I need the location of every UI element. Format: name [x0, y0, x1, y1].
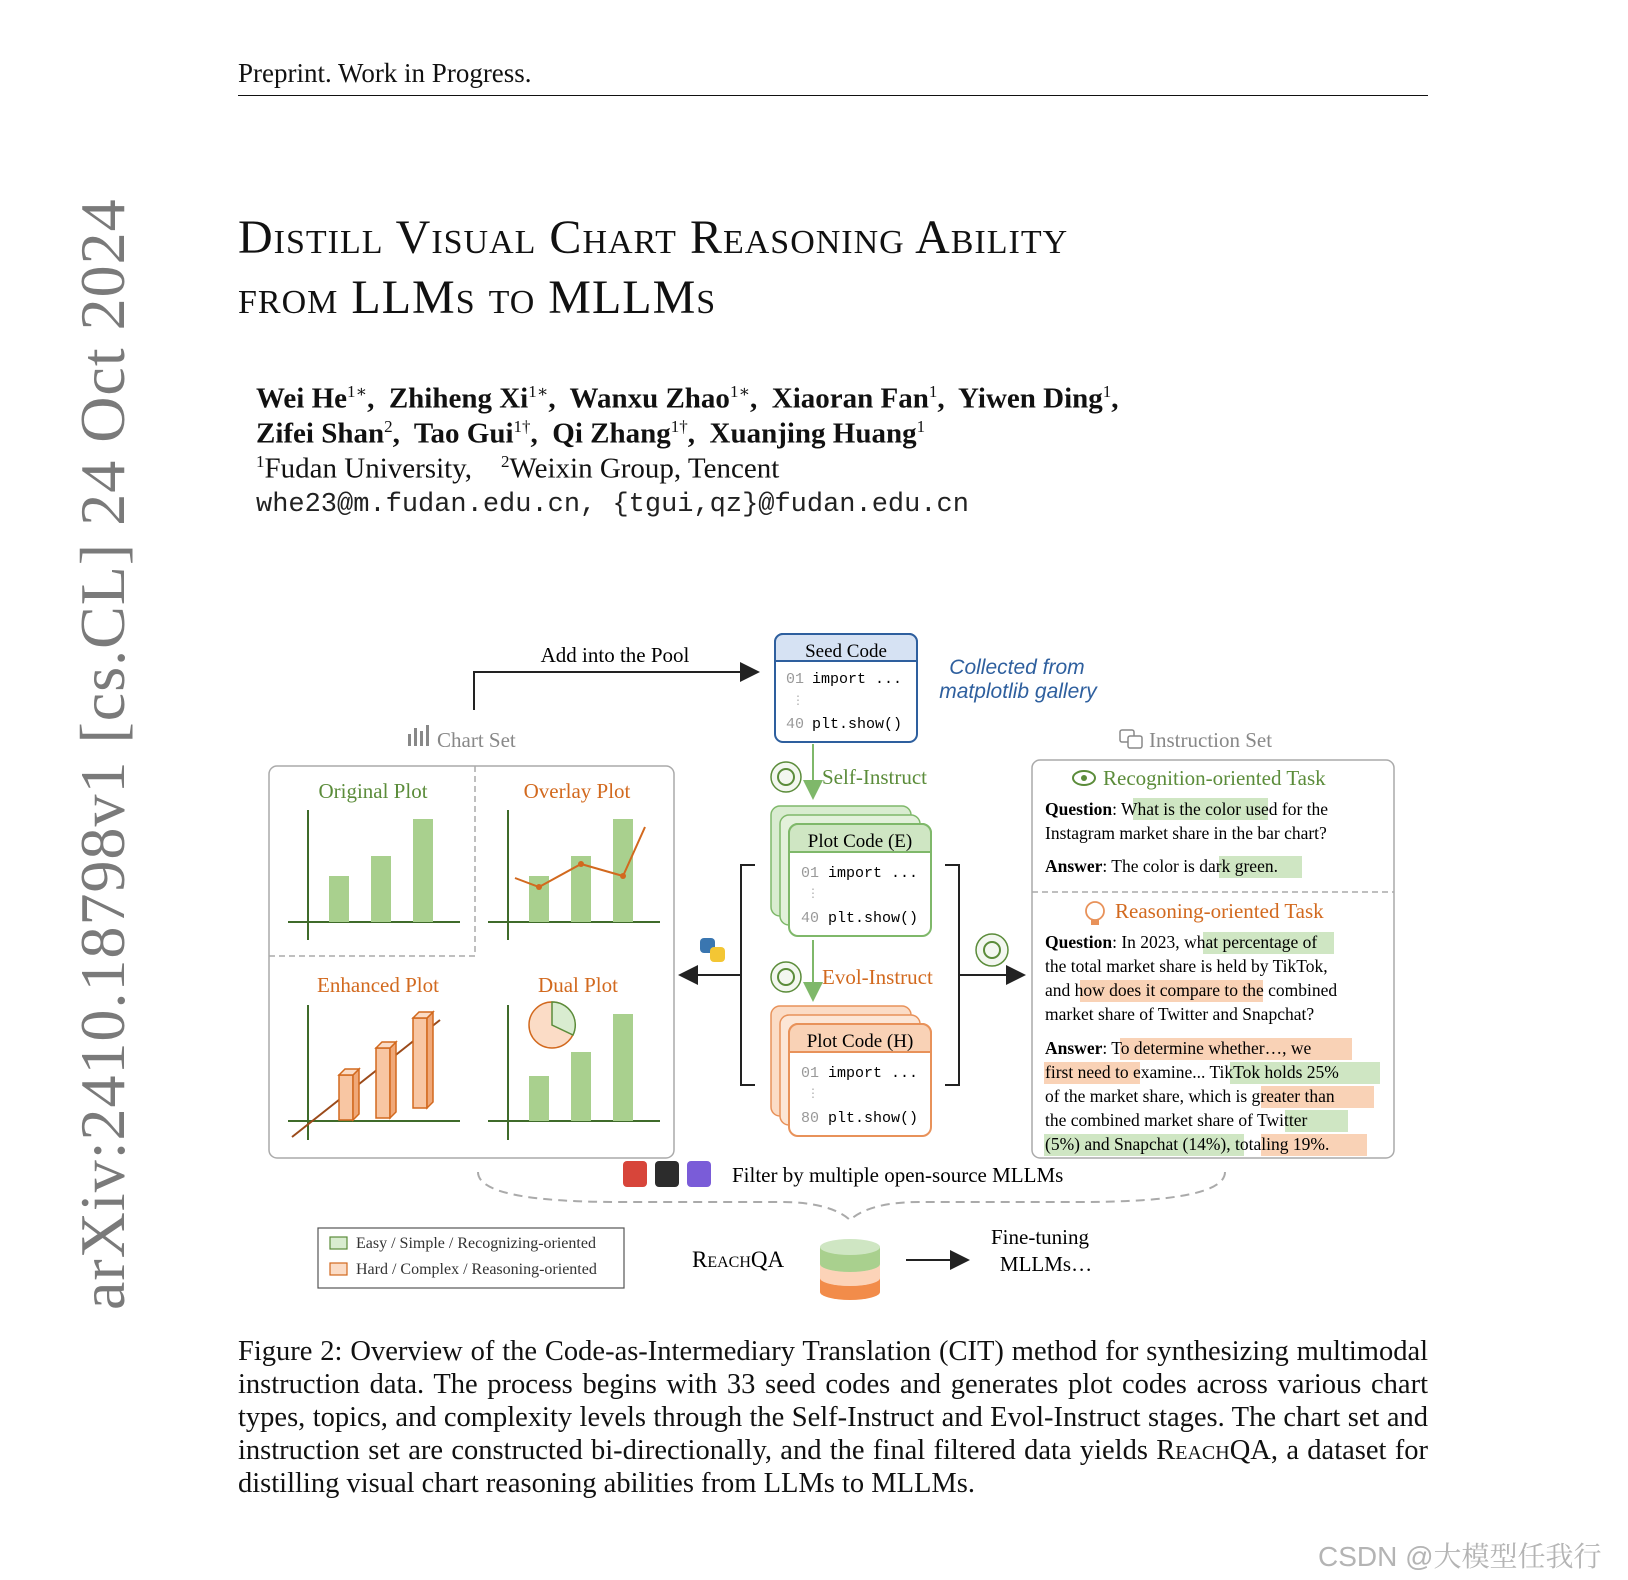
ra2-i: (5%) and Snapchat (14%)	[1045, 1134, 1227, 1154]
self-instruct-label: Self-Instruct	[822, 765, 927, 789]
ra2-g: the combined market share of	[1045, 1110, 1253, 1130]
reachqa-database-icon	[820, 1239, 880, 1300]
legend-easy-label: Easy / Simple / Recognizing-oriented	[356, 1235, 596, 1252]
recognition-question: Question: What is the color used for the	[1045, 799, 1329, 819]
rq2-g: the combined	[1242, 980, 1338, 1000]
figure-caption	[238, 1335, 1428, 1500]
paper-title-line-1: Distill Visual Chart Reasoning Ability	[238, 211, 1069, 264]
header-rule	[238, 95, 1428, 96]
fine-tuning-mllms-label: MLLMs…	[999, 1252, 1093, 1276]
reasoning-question-4: market share of Twitter and Snapchat?	[1045, 1004, 1315, 1024]
legend-hard-label: Hard / Complex / Reasoning-oriented	[356, 1261, 597, 1278]
running-header: Preprint. Work in Progress.	[238, 58, 532, 88]
openai-icon	[771, 962, 801, 992]
code-vdots: ⋮	[792, 694, 804, 708]
code-line-show: plt.show()	[812, 716, 903, 733]
ra2-b: first need to	[1045, 1062, 1129, 1082]
dual-plot-label: Dual Plot	[538, 973, 618, 997]
author-emails: whe23@m.fudan.edu.cn, {tgui,qz}@fudan.edu.cn	[256, 490, 969, 520]
figure-diagram	[0, 620, 1628, 1310]
original-plot-label: Original Plot	[318, 779, 428, 803]
author-sup: 1	[1102, 382, 1112, 401]
add-into-pool-label: Add into the Pool	[540, 643, 690, 667]
reasoning-answer-5	[1045, 1134, 1329, 1154]
question-label: Question	[1045, 799, 1113, 819]
author-sup: 1∗	[347, 382, 368, 401]
author-name: Qi Zhang	[552, 417, 671, 450]
rq2-c: of	[1302, 932, 1318, 952]
affiliation-2: Weixin Group, Tencent	[509, 452, 780, 485]
author-name: Xiaoran Fan	[771, 382, 929, 415]
plot-code-hard-stack	[771, 1006, 931, 1136]
seed-code-title: Seed Code	[805, 641, 887, 662]
seed-code-box	[775, 634, 917, 742]
code-line-number: 40	[786, 716, 805, 733]
author-sup: 1†	[670, 417, 688, 436]
python-icon	[700, 938, 725, 962]
author-name: Xuanjing Huang	[709, 417, 917, 450]
code-line-number: 01	[801, 865, 820, 882]
instruction-set-icon	[1120, 730, 1142, 748]
author-list-line-1: Wei $He^{1∗}$, Zhiheng $Xi^{1∗}$, Wanxu Zhao$^{1∗}$, Xiaoran Fan$^1$, Yiwen Ding$^1$,	[256, 382, 1119, 415]
author-list-line-2: Zifei Shan$^2$, Tao Gui$^{1\dagger}$, Qi Zhang$^{1\dagger}$, Xuanjing Huang$^1$	[256, 417, 926, 450]
chart-set-icon	[408, 725, 429, 746]
ra2-d: TikTok holds 25%	[1209, 1062, 1339, 1082]
author-name: Wei He	[256, 382, 348, 415]
author-name: Tao Gui	[413, 417, 514, 450]
reasoning-answer-4	[1045, 1110, 1308, 1130]
question-label: Question	[1045, 932, 1113, 952]
chart-set-label: Chart Set	[437, 728, 516, 752]
author-sup: 1∗	[528, 382, 549, 401]
author-sup: 1	[916, 417, 926, 436]
author-sup: 1∗	[729, 382, 750, 401]
filter-label: Filter by multiple open-source MLLMs	[732, 1163, 1064, 1187]
figure-2	[0, 620, 1628, 1310]
right-bracket	[945, 865, 959, 1085]
ra1-b: dark green	[1199, 856, 1274, 876]
affiliations	[256, 452, 779, 486]
reasoning-question-2: the total market share is held by TikTok,	[1045, 956, 1328, 976]
answer-label: Answer	[1045, 1038, 1103, 1058]
recognition-answer: Answer: The color is dark green.	[1045, 856, 1278, 876]
ra2-e: of the market share, which	[1045, 1086, 1232, 1106]
reasoning-answer-2	[1045, 1062, 1339, 1082]
code-line-import: import ...	[828, 865, 919, 882]
author-sup: 2	[384, 417, 393, 436]
caption-body-2: , a dataset for distilling visual chart reasoning abilities from LLMs to MLLMs.	[238, 1435, 1428, 1499]
author-sup: 1	[928, 382, 938, 401]
plot-code-easy-stack	[771, 806, 931, 936]
code-line-number: 01	[786, 671, 805, 688]
aff-sup: 2	[501, 452, 510, 471]
reachqa-label: ReachQA	[692, 1247, 785, 1272]
evol-instruct-label: Evol-Instruct	[822, 965, 933, 989]
author-name: Wanxu Zhao	[569, 382, 730, 415]
plot-code-e-title: Plot Code (E)	[807, 831, 913, 852]
author-sup: 1†	[513, 417, 531, 436]
openai-icon	[771, 762, 801, 792]
recognition-question-cont: Instagram market share in the bar chart?	[1045, 823, 1327, 843]
author-name: Zifei Shan	[256, 417, 385, 450]
reasoning-task-title: Reasoning-oriented Task	[1115, 899, 1324, 923]
reasoning-answer-1: Answer: To determine whether…, we	[1045, 1038, 1312, 1058]
reasoning-answer-3	[1045, 1086, 1335, 1106]
reasoning-question-1: Question: In 2023, what percentage of	[1045, 932, 1318, 952]
left-bracket	[741, 865, 755, 1085]
author-name: Zhiheng Xi	[388, 382, 529, 415]
ra1-a: The color is	[1111, 856, 1195, 876]
overlay-plot-label: Overlay Plot	[523, 779, 631, 803]
caption-reachqa: ReachQA	[1156, 1435, 1271, 1466]
affiliation-1: Fudan University,	[264, 452, 473, 485]
code-line-number: 80	[801, 1110, 820, 1127]
mllm-logos-icon	[623, 1161, 711, 1187]
plot-code-h-title: Plot Code (H)	[806, 1031, 914, 1052]
code-line-import: import ...	[828, 1065, 919, 1082]
caption-body-1: Overview of the Code-as-Intermediary Translation (CIT) method for synthesizing multimodal instruction data. The process begins with 33 seed codes and generates plot codes across various chart types, topics, and complexity levels through the Self-Instruct and Evol-Instruct stages. The chart set and instruction set are constructed bi-directionally, and the final filtered data yields	[238, 1336, 1429, 1466]
rq1-a: What is the color	[1121, 799, 1242, 819]
author-name: Yiwen Ding	[958, 382, 1103, 415]
add-into-pool-arrow	[474, 672, 756, 710]
code-vdots: ⋮	[807, 1087, 819, 1101]
legend-swatch-easy	[330, 1237, 347, 1249]
csdn-watermark: CSDN @大模型任我行	[1318, 1541, 1602, 1572]
rq2-a: In 2023,	[1121, 932, 1180, 952]
legend-swatch-hard	[330, 1263, 347, 1275]
code-line-show: plt.show()	[828, 910, 919, 927]
fine-tuning-label: Fine-tuning	[991, 1225, 1089, 1249]
recognition-task-title: Recognition-oriented Task	[1103, 766, 1326, 790]
rq2-e: and	[1045, 980, 1071, 1000]
rq2-f: how does it compare to	[1074, 980, 1238, 1000]
paper-title-line-2: from LLMs to MLLMs	[238, 271, 717, 324]
ra2-j: ,	[1226, 1134, 1236, 1154]
ra2-h: Twitter	[1257, 1110, 1308, 1130]
ra2-l: .	[1324, 1134, 1330, 1154]
enhanced-plot-label: Enhanced Plot	[317, 973, 439, 997]
answer-label: Answer	[1045, 856, 1103, 876]
code-line-import: import ...	[812, 671, 903, 688]
matplotlib-gallery-label: matplotlib gallery	[939, 680, 1097, 703]
ra2-f: is greater than	[1235, 1086, 1335, 1106]
legend	[318, 1228, 624, 1288]
code-line-show: plt.show()	[828, 1110, 919, 1127]
caption-lead: Figure 2:	[238, 1336, 343, 1367]
collected-from-label: Collected from	[949, 656, 1085, 679]
reasoning-question-3	[1045, 980, 1337, 1000]
aff-sup: 1	[256, 452, 265, 471]
code-line-number: 01	[801, 1065, 820, 1082]
rq1-b: used for the	[1245, 799, 1329, 819]
ra2-a: To determine whether…, we	[1111, 1038, 1312, 1058]
arxiv-stamp: arXiv:2410.18798v1 [cs.CL] 24 Oct 2024	[67, 198, 138, 1310]
instruction-set-label: Instruction Set	[1149, 728, 1273, 752]
ra2-k: totaling 19%	[1235, 1134, 1325, 1154]
openai-icon	[976, 934, 1008, 966]
code-vdots: ⋮	[807, 887, 819, 901]
rq2-b: what percentage	[1184, 932, 1299, 952]
code-line-number: 40	[801, 910, 820, 927]
ra2-c: examine...	[1132, 1062, 1206, 1082]
